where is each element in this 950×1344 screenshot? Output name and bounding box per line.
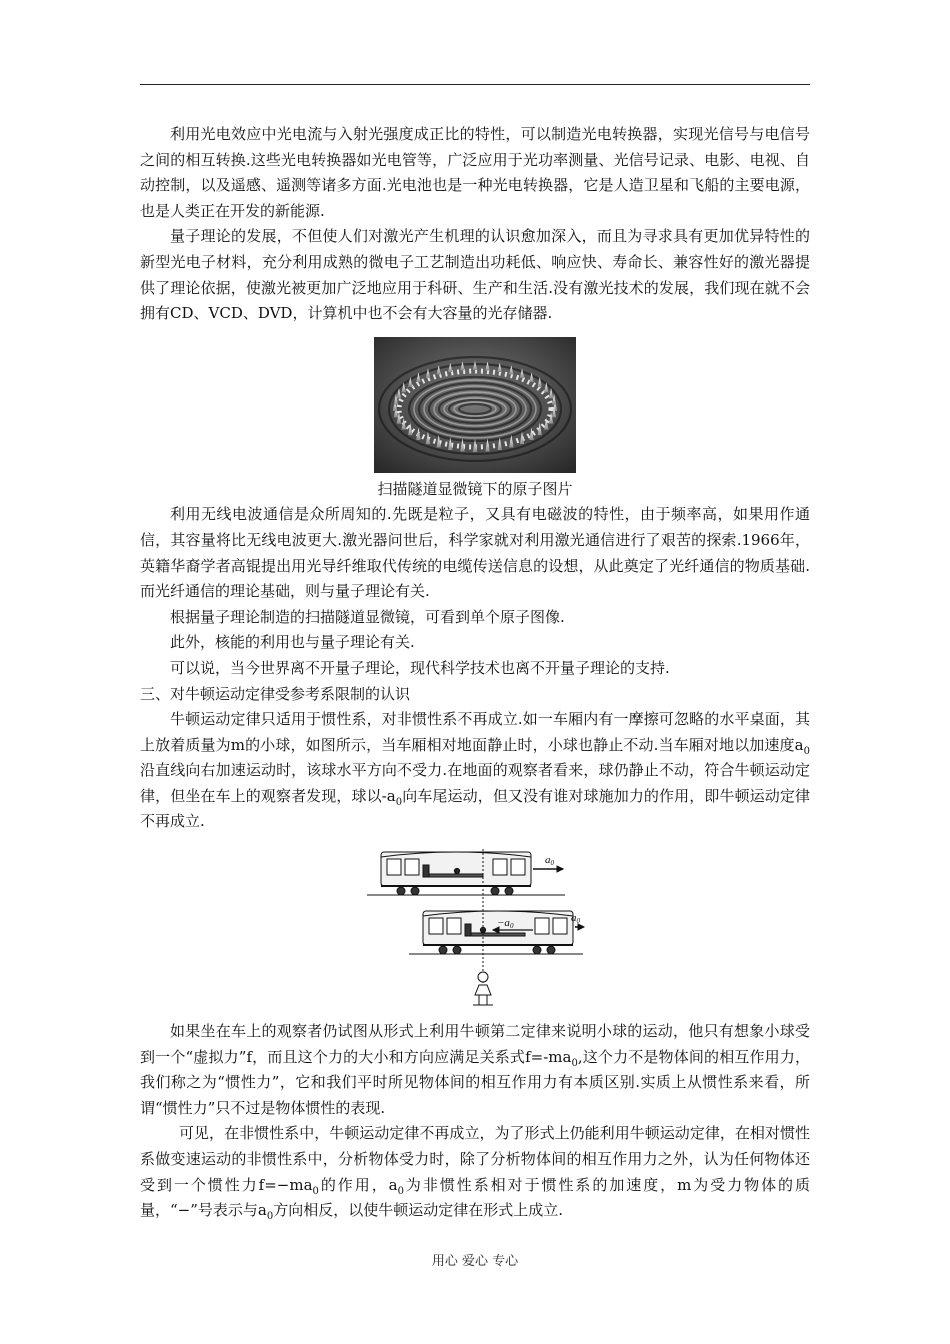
- paragraph-photoelectric: 利用光电效应中光电流与入射光强度成正比的特性，可以制造光电转换器，实现光信号与电信号之间的相互转换.这些光电转换器如光电管等，广泛应用于光功率测量、光信号记录、电影、电视、自动控制，以及遥感、遥测等诸多方面.光电池也是一种光电转换器，它是人造卫星和飞船的主要电源，也是人类正在开发的新能源.: [140, 125, 810, 220]
- a0-label-top: a0: [545, 854, 554, 868]
- paragraph-newton-frame: 牛顿运动定律只适用于惯性系，对非惯性系不再成立.如一车厢内有一摩擦可忽略的水平桌面，其上放着质量为m的小球，如图所示，当车厢相对地面静止时，小球也静止不动.当车厢对地以加速度$a_0$沿直线向右加速运动时，该球水平方向不受力.在地面的观察者看来，球仍静止不动，符合牛顿运动定律，但坐在车上的观察者发现，球以$-a_0$向车尾运动，但又没有谁对球施加力的作用，即牛顿运动定律不再成立.: [140, 710, 810, 831]
- accelerating-train-diagram: [365, 849, 585, 1007]
- paragraph-summary: 可以说，当今世界离不开量子理论，现代科学技术也离不开量子理论的支持.: [170, 658, 670, 677]
- minus-a0-label: −a0: [497, 917, 514, 931]
- paragraph-conclusion: 可见，在非惯性系中，牛顿运动定律不再成立，为了形式上仍能利用牛顿运动定律，在相对惯性系做变速运动的非惯性系中，分析物体受力时，除了分析物体间的相互作用力之外，认为任何物体还受到一个惯性力$f=-ma_0$的作用，$a_0$为非惯性系相对于惯性系的加速度，m为受力物体的质量，“−”号表示与$a_0$方向相反，以使牛顿运动定律在形式上成立.: [140, 1124, 810, 1223]
- document-body: [140, 122, 810, 1224]
- stm-atom-image: [374, 337, 576, 473]
- a0-label-bottom: a0: [571, 912, 580, 926]
- paragraph-optical-communication: 利用无线电波通信是众所周知的.先既是粒子，又具有电磁波的特性，由于频率高，如果用作通信，其容量将比无线电波更大.激光器问世后，科学家就对利用激光通信进行了艰苦的探索.1966年，英籍华裔学者高锟提出用光导纤维取代传统的电缆传送信息的设想，从此奠定了光纤通信的物质基础.而光纤通信的理论基础，则与量子理论有关.: [140, 505, 810, 601]
- section-heading: 三、对牛顿运动定律受参考系限制的认识: [140, 684, 411, 703]
- header-rule: [140, 84, 810, 85]
- paragraph-fictitious-force: 如果坐在车上的观察者仍试图从形式上利用牛顿第二定律来说明小球的运动，他只有想象小球受到一个“虚拟力”f，而且这个力的大小和方向应满足关系式$f=-ma_0$,这个力不是物体间的相互作用力，我们称之为“惯性力”，它和我们平时所见物体间的相互作用力有本质区别.实质上从惯性系来看，所谓“惯性力”只不过是物体惯性的表现.: [140, 1022, 810, 1117]
- page-footer: 用心 爱心 专心: [431, 1254, 519, 1269]
- paragraph-quantum-laser: 量子理论的发展，不但使人们对激光产生机理的认识愈加深入，而且为寻求具有更加优异特性的新型光电子材料，充分利用成熟的微电子工艺制造出功耗低、响应快、寿命长、兼容性好的激光器提供了理论依据，使激光被更加广泛地应用于科研、生产和生活.没有激光技术的发展，我们现在就不会拥有CD、VCD、DVD，计算机中也不会有大容量的光存储器.: [140, 227, 810, 323]
- train-figure: [140, 835, 810, 1019]
- stm-figure-caption: 扫描隧道显微镜下的原子图片: [377, 479, 573, 498]
- paragraph-stm: 根据量子理论制造的扫描隧道显微镜，可看到单个原子图像.: [170, 607, 565, 626]
- paragraph-nuclear: 此外，核能的利用也与量子理论有关.: [170, 633, 415, 652]
- stm-figure: [140, 327, 810, 503]
